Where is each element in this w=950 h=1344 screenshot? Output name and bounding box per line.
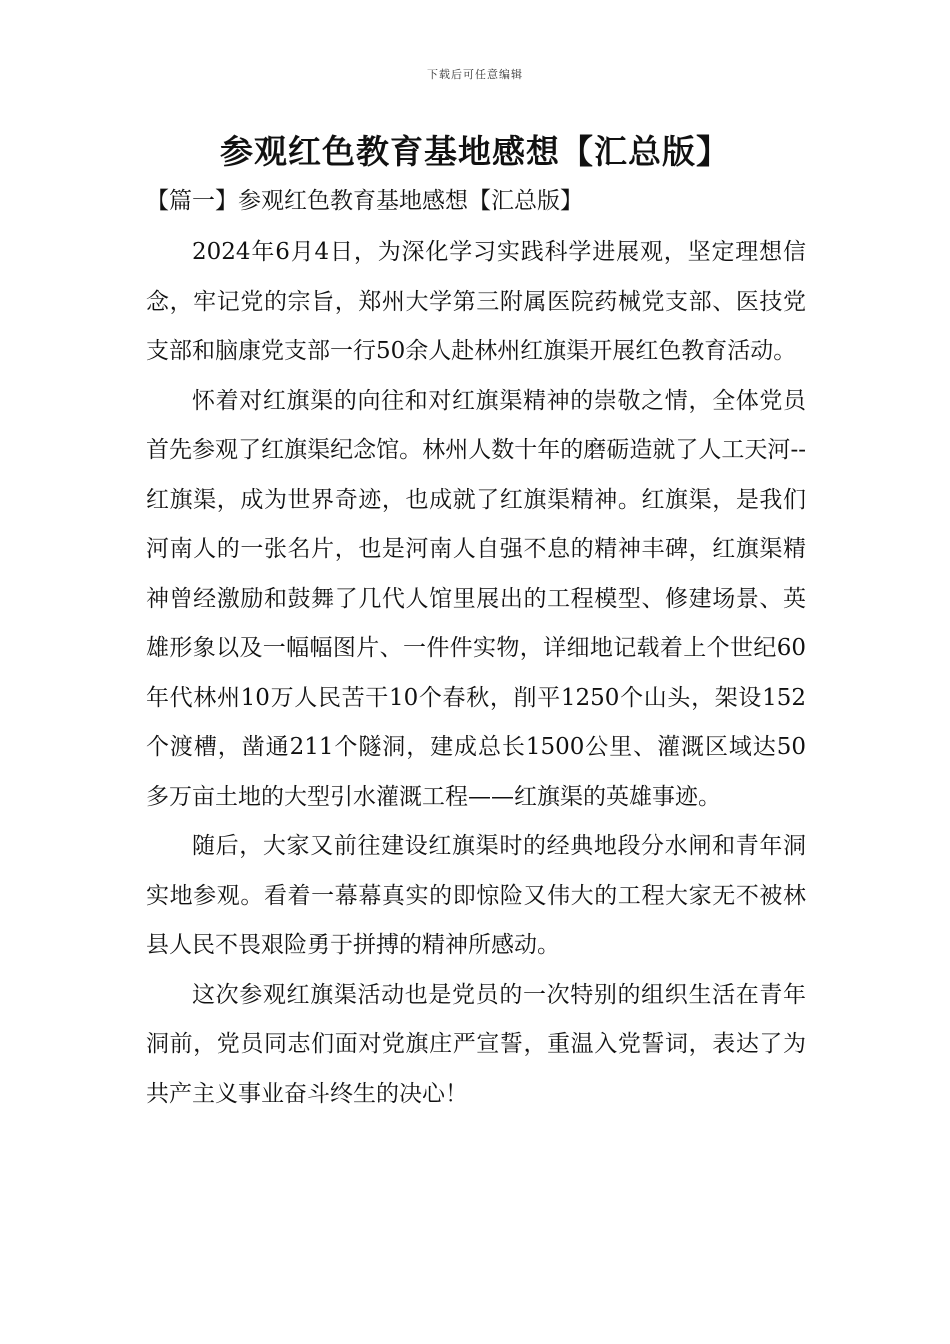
paragraph-2: 怀着对红旗渠的向往和对红旗渠精神的崇敬之情，全体党员首先参观了红旗渠纪念馆。林州人数十年的磨砺造就了人工天河--红旗渠，成为世界奇迹，也成就了红旗渠精神。红旗渠，是我们河南人的一张名片，也是河南人自强不息的精神丰碑，红旗渠精神曾经激励和鼓舞了几代人馆里展出的工程模型、修建场景、英雄形象以及一幅幅图片、一件件实物，详细地记载着上个世纪60年代林州10万人民苦干10个春秋，削平1250个山头，架设152个渡槽，凿通211个隧洞，建成总长1500公里、灌溉区域达50多万亩土地的大型引水灌溉工程——红旗渠的英雄事迹。 <box>146 387 806 810</box>
paragraph-1: 2024年6月4日，为深化学习实践科学进展观，坚定理想信念，牢记党的宗旨，郑州大学第三附属医院药械党支部、医技党支部和脑康党支部一行50余人赴林州红旗渠开展红色教育活动。 <box>146 239 806 364</box>
section-subtitle: 【篇一】参观红色教育基地感想【汇总版】 <box>146 188 583 214</box>
paragraph-4: 这次参观红旗渠活动也是党员的一次特别的组织生活在青年洞前，党员同志们面对党旗庄严宣誓，重温入党誓词，表达了为共产主义事业奋斗终生的决心！ <box>146 981 806 1107</box>
document-body <box>146 228 806 1119</box>
paragraph-3: 随后，大家又前往建设红旗渠时的经典地段分水闸和青年洞实地参观。看着一幕幕真实的即惊险又伟大的工程大家无不被林县人民不畏艰险勇于拼搏的精神所感动。 <box>146 833 806 958</box>
header-note: 下载后可任意编辑 <box>427 68 523 81</box>
document-title: 参观红色教育基地感想【汇总版】 <box>220 132 730 171</box>
